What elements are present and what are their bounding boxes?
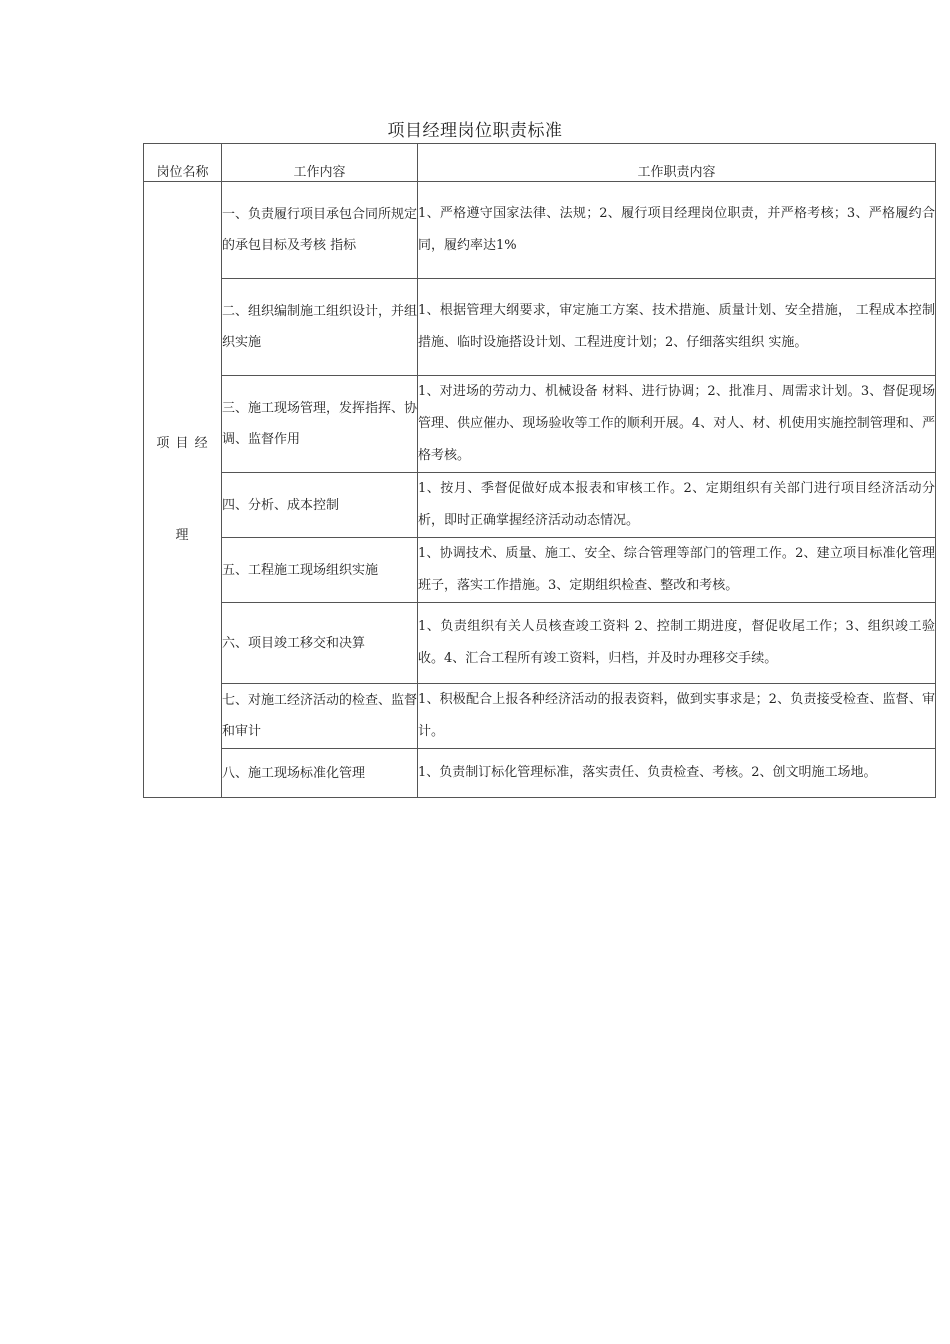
duty-content-cell: 1、负责组织有关人员核查竣工资料 2、控制工期进度，督促收尾工作；3、组织竣工验收。4、汇合工程所有竣工资料，归档，并及时办理移交手续。	[418, 603, 936, 684]
work-content-cell: 八、施工现场标准化管理	[222, 749, 418, 798]
duty-content-cell: 1、积极配合上报各种经济活动的报表资料，做到实事求是；2、负责接受检查、监督、审计。	[418, 684, 936, 749]
responsibility-table	[143, 143, 936, 798]
work-content-cell: 三、施工现场管理，发挥指挥、协调、监督作用	[222, 376, 418, 473]
table-row	[144, 603, 936, 684]
duty-content-cell: 1、对进场的劳动力、机械设备 材料、进行协调；2、批准月、周需求计划。3、督促现场管理、供应催办、现场验收等工作的顺利开展。4、对人、材、机使用实施控制管理和、严格考核。	[418, 376, 936, 473]
duty-content-cell: 1、严格遵守国家法律、法规；2、履行项目经理岗位职责，并严格考核；3、严格履约合同，履约率达1%	[418, 182, 936, 279]
work-content-cell: 五、工程施工现场组织实施	[222, 538, 418, 603]
work-content-cell: 七、对施工经济活动的检查、监督和审计	[222, 684, 418, 749]
document-title: 项目经理岗位职责标准	[387, 121, 563, 141]
work-content-cell: 四、分析、成本控制	[222, 473, 418, 538]
header-duty-content: 工作职责内容	[418, 144, 936, 182]
table-row	[144, 749, 936, 798]
duty-content-cell: 1、负责制订标化管理标准，落实责任、负责检查、考核。2、创文明施工场地。	[418, 749, 936, 798]
header-post-name: 岗位名称	[144, 144, 222, 182]
table-row	[144, 538, 936, 603]
table-row	[144, 182, 936, 279]
header-work-content: 工作内容	[222, 144, 418, 182]
table-row	[144, 473, 936, 538]
table-row	[144, 279, 936, 376]
table-header-row	[144, 144, 936, 182]
duty-content-cell: 1、根据管理大纲要求，审定施工方案、技术措施、质量计划、安全措施， 工程成本控制措施、临时设施搭设计划、工程进度计划；2、仔细落实组织 实施。	[418, 279, 936, 376]
duty-content-cell: 1、协调技术、质量、施工、安全、综合管理等部门的管理工作。2、建立项目标准化管理班子，落实工作措施。3、定期组织检查、整改和考核。	[418, 538, 936, 603]
work-content-cell: 一、负责履行项目承包合同所规定的承包目标及考核 指标	[222, 182, 418, 279]
duty-content-cell: 1、按月、季督促做好成本报表和审核工作。2、定期组织有关部门进行项目经济活动分析，即时正确掌握经济活动动态情况。	[418, 473, 936, 538]
work-content-cell: 六、项目竣工移交和决算	[222, 603, 418, 684]
post-name: 项 目 经 理	[156, 435, 209, 543]
table-row	[144, 684, 936, 749]
post-name-cell	[144, 182, 222, 798]
work-content-cell: 二、组织编制施工组织设计，并组织实施	[222, 279, 418, 376]
table-row	[144, 376, 936, 473]
